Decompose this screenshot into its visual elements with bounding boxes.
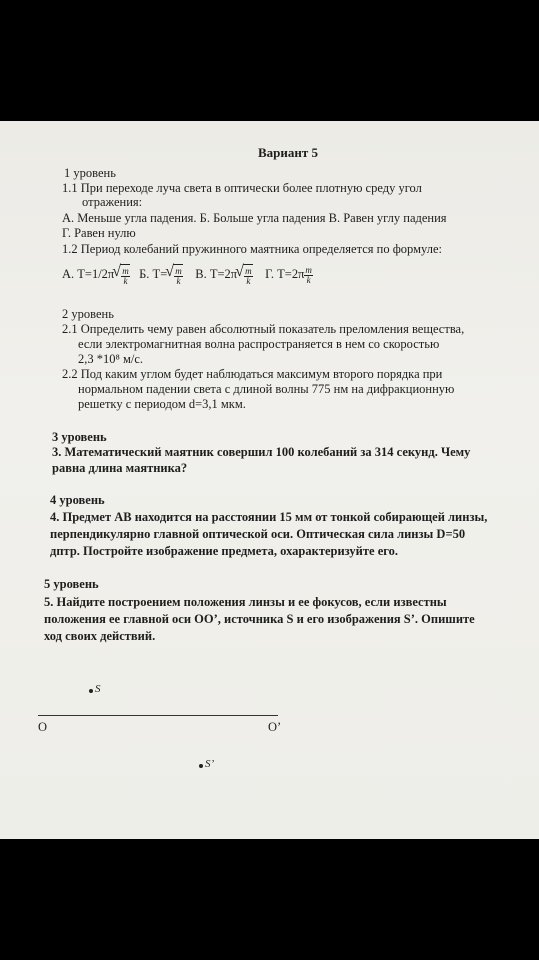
q2-2-line1: 2.2 Под каким углом будет наблюдаться максимум второго порядка при bbox=[62, 367, 443, 381]
q2-1-line2: если электромагнитная волна распространяется в нем со скоростью bbox=[78, 337, 440, 351]
q1-1-options-line1: А. Меньше угла падения. Б. Больше угла падения В. Равен углу падения bbox=[62, 211, 447, 225]
q4-line1: 4. Предмет АВ находится на расстоянии 15 мм от тонкой собирающей линзы, bbox=[50, 510, 488, 524]
formula-b-sqrt: √ $\frac{m}{k}$ bbox=[173, 264, 183, 286]
level1-heading: 1 уровень bbox=[64, 166, 116, 180]
level3-heading: 3 уровень bbox=[52, 430, 107, 444]
level2-heading: 2 уровень bbox=[62, 307, 114, 321]
formula-a-label: А. Т=1/2π bbox=[62, 267, 115, 281]
variant-title: Вариант 5 bbox=[258, 145, 319, 160]
q4-line2: перпендикулярно главной оптической оси. Оптическая сила линзы D=50 bbox=[50, 527, 466, 541]
q3-line1: 3. Математический маятник совершил 100 колебаний за 314 секунд. Чему bbox=[52, 445, 471, 459]
q1-1-options-line2: Г. Равен нулю bbox=[62, 226, 136, 240]
q2-2-line3: решетку с периодом d=3,1 мкм. bbox=[78, 397, 246, 411]
q2-1-line1: 2.1 Определить чему равен абсолютный показатель преломления вещества, bbox=[62, 322, 465, 336]
worksheet-page bbox=[0, 121, 539, 839]
axis-left-label: О bbox=[38, 720, 48, 734]
q5-line3: ход своих действий. bbox=[44, 629, 156, 643]
formula-a-sqrt: √ $\frac{m}{k}$ bbox=[120, 264, 130, 286]
level5-heading: 5 уровень bbox=[44, 577, 99, 591]
optical-axis-line bbox=[38, 715, 278, 716]
q1-2-line: 1.2 Период колебаний пружинного маятника определяется по формуле: bbox=[62, 242, 442, 256]
q1-1-line1: 1.1 При переходе луча света в оптически более плотную среду угол bbox=[62, 181, 422, 195]
source-point-label: S bbox=[95, 683, 101, 695]
q4-line3: дптр. Постройте изображение предмета, охарактеризуйте его. bbox=[50, 544, 398, 558]
q2-2-line2: нормальном падении света с длиной волны 775 нм на дифракционную bbox=[78, 382, 455, 396]
formula-options bbox=[62, 264, 313, 286]
source-point-dot bbox=[89, 689, 93, 693]
image-point-dot bbox=[199, 764, 203, 768]
formula-g-fraction: $\frac{m}{k}$ bbox=[305, 264, 312, 285]
formula-v-sqrt: √ $\frac{m}{k}$ bbox=[243, 264, 253, 286]
q2-1-line3: 2,3 *10⁸ м/с. bbox=[78, 352, 144, 366]
level4-heading: 4 уровень bbox=[50, 493, 105, 507]
formula-g-label: Г. Т=2π bbox=[265, 267, 305, 281]
q1-1-line2: отражения: bbox=[82, 195, 143, 209]
formula-b-label: Б. Т= bbox=[139, 267, 168, 281]
formula-v-label: В. Т=2π bbox=[195, 267, 238, 281]
q5-line1: 5. Найдите построением положения линзы и ее фокусов, если известны bbox=[44, 595, 447, 609]
q3-line2: равна длина маятника? bbox=[52, 461, 188, 475]
image-point-label: S’ bbox=[205, 758, 215, 770]
q5-line2: положения ее главной оси ОО’, источника S и его изображения S’. Опишите bbox=[44, 612, 475, 626]
axis-right-label: О’ bbox=[268, 720, 282, 734]
